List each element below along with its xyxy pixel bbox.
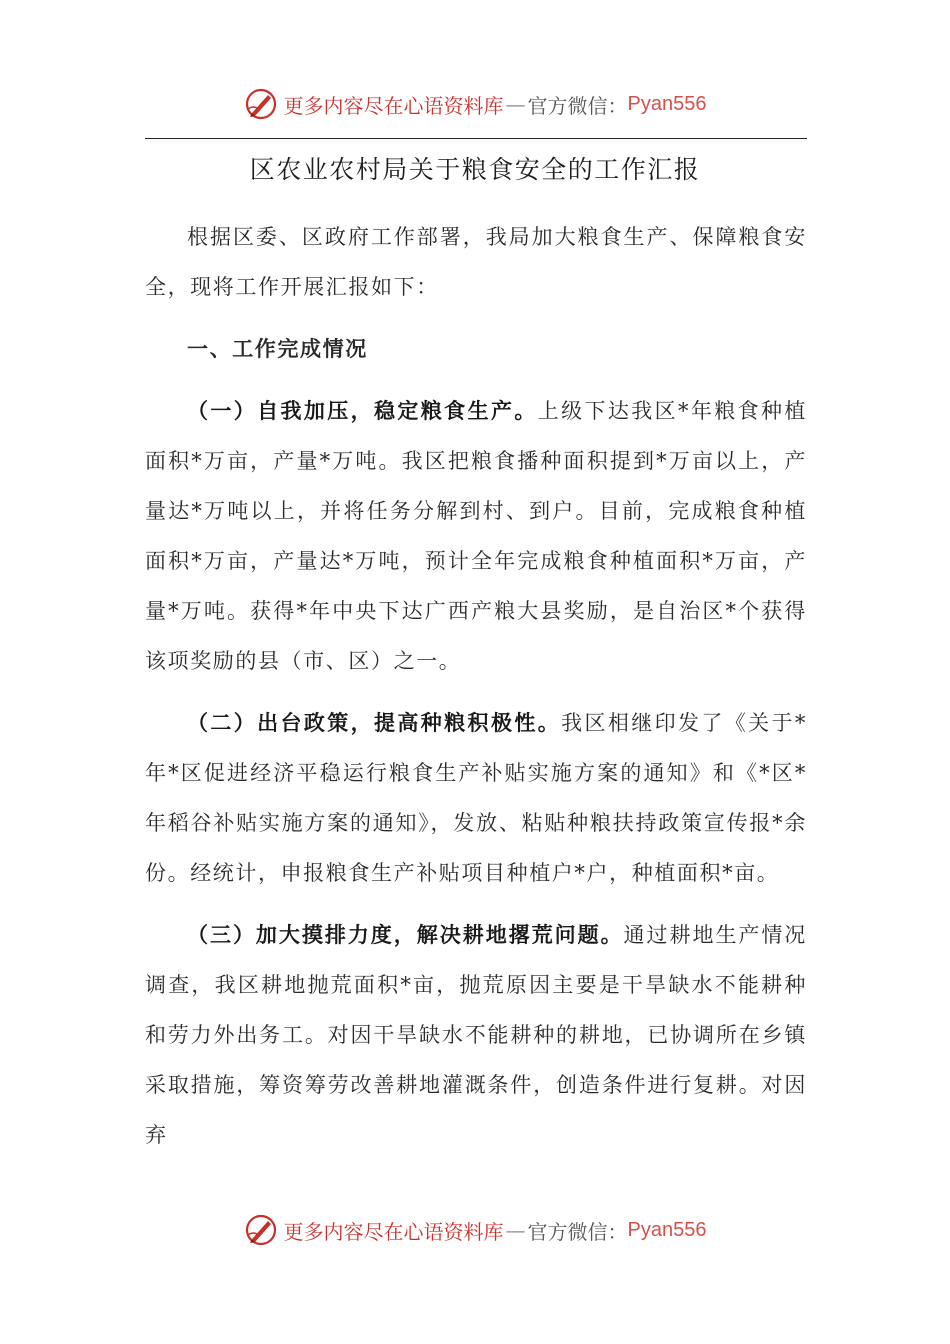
- item-2-body: 我区相继印发了《关于*年*区促进经济平稳运行粮食生产补贴实施方案的通知》和《*区*年稻谷补贴实施方案的通知》，发放、粘贴种粮扶持政策宣传报*余份。经统计，申报粮食生产补贴项目种植户*户，种植面积*亩。: [145, 711, 807, 885]
- footer-wechat-label: 官方微信：: [527, 1219, 628, 1244]
- item-1-body: 上级下达我区*年粮食种植面积*万亩，产量*万吨。我区把粮食播种面积提到*万亩以上，产量达*万吨以上，并将任务分解到村、到户。目前，完成粮食种植面积*万亩，产量达*万吨，预计全年完成粮食种植面积*万亩，产量*万吨。获得*年中央下达广西产粮大县奖励，是自治区*个获得该项奖励的县（市、区）之一。: [145, 399, 808, 673]
- footer-banner: [0, 1210, 950, 1250]
- document-body: [145, 212, 807, 1172]
- item-3-lead: （三）加大摸排力度，解决耕地撂荒问题。: [187, 922, 624, 947]
- header-divider: [145, 138, 807, 139]
- footer-main-text: 更多内容尽在心语资料库: [283, 1219, 504, 1244]
- header-banner: [0, 84, 950, 124]
- paragraph-item-1: [145, 386, 807, 686]
- document-title: 区农业农村局关于粮食安全的工作汇报: [249, 155, 701, 184]
- item-2-lead: （二）出台政策，提高种粮积极性。: [187, 710, 562, 735]
- footer-dash: —: [505, 1218, 526, 1242]
- item-1-lead: （一）自我加压，稳定粮食生产。: [187, 398, 538, 423]
- banner-dash: —: [505, 92, 526, 116]
- banner-wechat-id: Pyan556: [627, 92, 707, 115]
- item-3-body: 通过耕地生产情况调查，我区耕地抛荒面积*亩，抛荒原因主要是干旱缺水不能耕种和劳力外出务工。对因干旱缺水不能耕种的耕地，已协调所在乡镇采取措施，筹资筹劳改善耕地灌溉条件，创造条件进行复耕。对因弃: [145, 923, 807, 1147]
- paragraph-item-3: [145, 910, 807, 1160]
- section-heading: 一、工作完成情况: [187, 336, 368, 361]
- footer-wechat-id: Pyan556: [627, 1218, 707, 1241]
- banner-wechat-label: 官方微信：: [527, 93, 628, 118]
- pen-circle-logo-icon: [244, 87, 278, 121]
- banner-main-text: 更多内容尽在心语资料库: [283, 93, 504, 118]
- paragraph-item-2: [145, 698, 807, 898]
- intro-paragraph: 根据区委、区政府工作部署，我局加大粮食生产、保障粮食安全，现将工作开展汇报如下：: [145, 225, 807, 299]
- pen-circle-logo-icon: [244, 1213, 278, 1247]
